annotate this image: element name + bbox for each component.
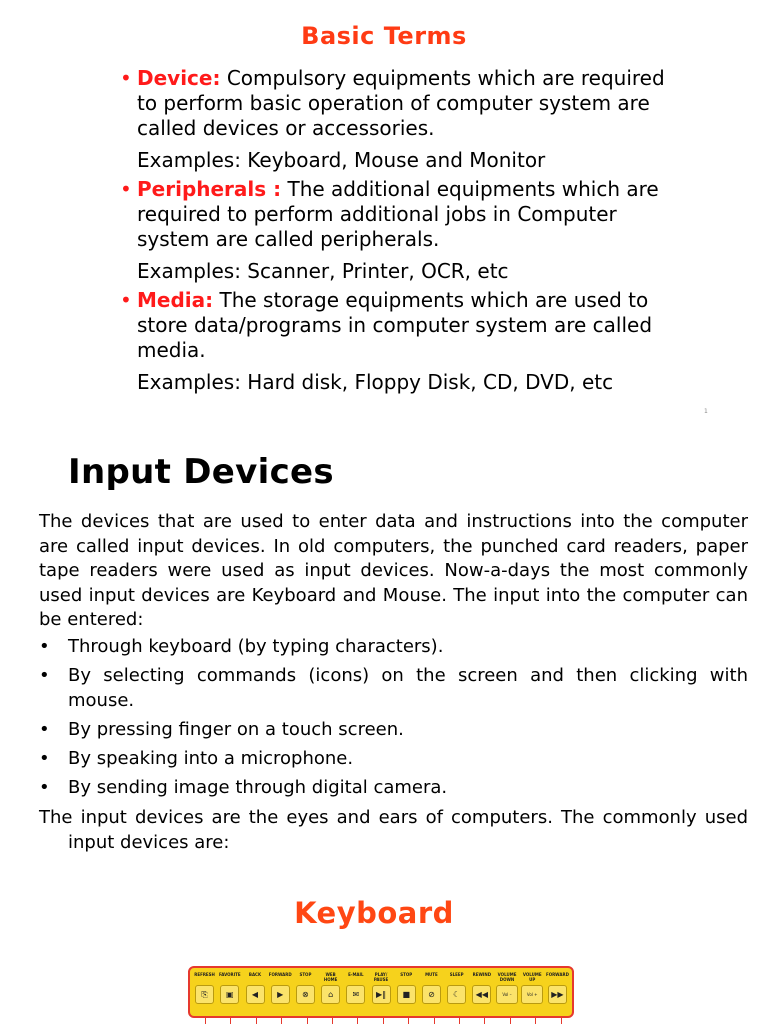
list-item [39,635,748,660]
hotkey-icon: ▶‖ [372,985,391,1004]
list-item-text: Through keyboard (by typing characters). [68,636,444,657]
hotkey-key [243,972,266,1016]
callout-line [383,1018,384,1024]
hotkey-icon: ⊘ [422,985,441,1004]
hotkey-key [344,972,367,1016]
callout-line [307,1018,308,1024]
hotkey-label: WEB HOME [323,972,338,982]
term-item-peripherals [118,177,678,284]
bullet-icon: • [120,288,132,312]
bullet-icon: • [120,177,132,201]
callout-line [205,1018,206,1024]
bullet-icon: • [39,776,50,798]
hotkey-label: VOLUME UP [522,972,542,982]
basic-terms-list [118,66,678,399]
bullet-icon: • [120,66,132,90]
hotkey-icon: ■ [397,985,416,1004]
hotkey-icon: Vol – [496,985,518,1004]
term-definition: The additional equipments which are required to perform additional jobs in Computer system are called peripherals. [137,177,659,251]
hotkey-label: REWIND [472,972,492,977]
callout-line [459,1018,460,1024]
term-item-media [118,288,678,395]
list-item [39,718,748,743]
slide-title: Basic Terms [301,22,467,50]
callout-line [357,1018,358,1024]
term-definition: The storage equipments which are used to store data/programs in computer system are called media. [137,288,653,362]
hotkey-key [395,972,418,1016]
hotkey-icon: ▣ [220,985,239,1004]
keyboard-hotkey-strip [188,966,574,1018]
list-item [39,747,748,772]
hotkey-icon: ⊗ [296,985,315,1004]
hotkey-label: E-MAIL [348,972,364,977]
hotkey-key [193,972,216,1016]
intro-paragraph: The devices that are used to enter data and instructions into the computer are called input devices. In old computers, the punched card readers, paper tape readers were used as input devices. Now-a-days the most commonly used input devices are Keyboard and Mouse. The input into the computer can be entered: [39,511,748,630]
hotkey-icon: ✉ [346,985,365,1004]
term-item-device [118,66,678,173]
hotkey-label: STOP [400,972,413,977]
list-item-text: By sending image through digital camera. [68,776,448,798]
bullet-icon: • [39,636,50,657]
hotkey-icon: ◀ [246,985,265,1004]
callout-line [408,1018,409,1024]
hotkey-label: SLEEP [449,972,464,977]
callout-line [561,1018,562,1024]
hotkey-label: PLAY/ PAUSE [373,972,389,982]
callout-line [230,1018,231,1024]
hotkey-key [546,972,569,1016]
hotkey-icon: ▶ [271,985,290,1004]
term-definition: Compulsory equipments which are required to perform basic operation of computer system are called devices or accessories. [137,66,665,140]
callout-line [281,1018,282,1024]
hotkey-label: MUTE [425,972,438,977]
callout-line [484,1018,485,1024]
hotkey-key [470,972,493,1016]
list-item [39,776,748,801]
hotkey-key [369,972,392,1016]
callout-line [256,1018,257,1024]
hotkey-label: FAVORITE [219,972,241,977]
list-item-text: By pressing finger on a touch screen. [68,718,404,740]
term-name: Device: [137,66,221,90]
hotkey-label: REFRESH [194,972,215,977]
hotkey-key [495,972,518,1016]
list-item [39,664,748,713]
callout-line [434,1018,435,1024]
list-item-text: By speaking into a microphone. [68,747,354,769]
callout-line [535,1018,536,1024]
hotkey-key [218,972,241,1016]
hotkey-key [294,972,317,1016]
hotkey-icon: Vol + [521,985,543,1004]
section-heading: Input Devices [68,452,334,492]
hotkey-key [319,972,342,1016]
hotkey-icon: ☾ [447,985,466,1004]
hotkey-label: BACK [248,972,262,977]
term-name: Peripherals : [137,177,282,201]
hotkey-key [445,972,468,1016]
hotkey-icon: ▶▶ [548,985,567,1004]
hotkey-icon: ⎘ [195,985,214,1004]
hotkey-icon: ◀◀ [472,985,491,1004]
hotkey-label: STOP [299,972,312,977]
bullet-icon: • [39,665,50,686]
hotkey-key [420,972,443,1016]
callout-line [332,1018,333,1024]
input-methods-list [39,635,748,805]
term-examples: Examples: Hard disk, Floppy Disk, CD, DVD, etc [137,370,614,394]
hotkey-key [521,972,544,1016]
keyboard-heading: Keyboard [294,896,454,930]
page-number: 1 [704,408,708,415]
bullet-icon: • [39,747,50,769]
term-examples: Examples: Scanner, Printer, OCR, etc [137,259,509,283]
callout-line [510,1018,511,1024]
term-name: Media: [137,288,214,312]
bullet-icon: • [39,718,50,740]
hotkey-label: FORWARD [545,972,569,977]
hotkey-icon: ⌂ [321,985,340,1004]
list-item-text: By selecting commands (icons) on the screen and then clicking with mouse. [68,665,748,711]
hotkey-label: VOLUME DOWN [497,972,517,982]
outro-paragraph: The input devices are the eyes and ears of computers. The commonly used input devices are: [39,807,748,853]
term-examples: Examples: Keyboard, Mouse and Monitor [137,148,546,172]
hotkey-key [269,972,292,1016]
hotkey-label: FORWARD [268,972,292,977]
